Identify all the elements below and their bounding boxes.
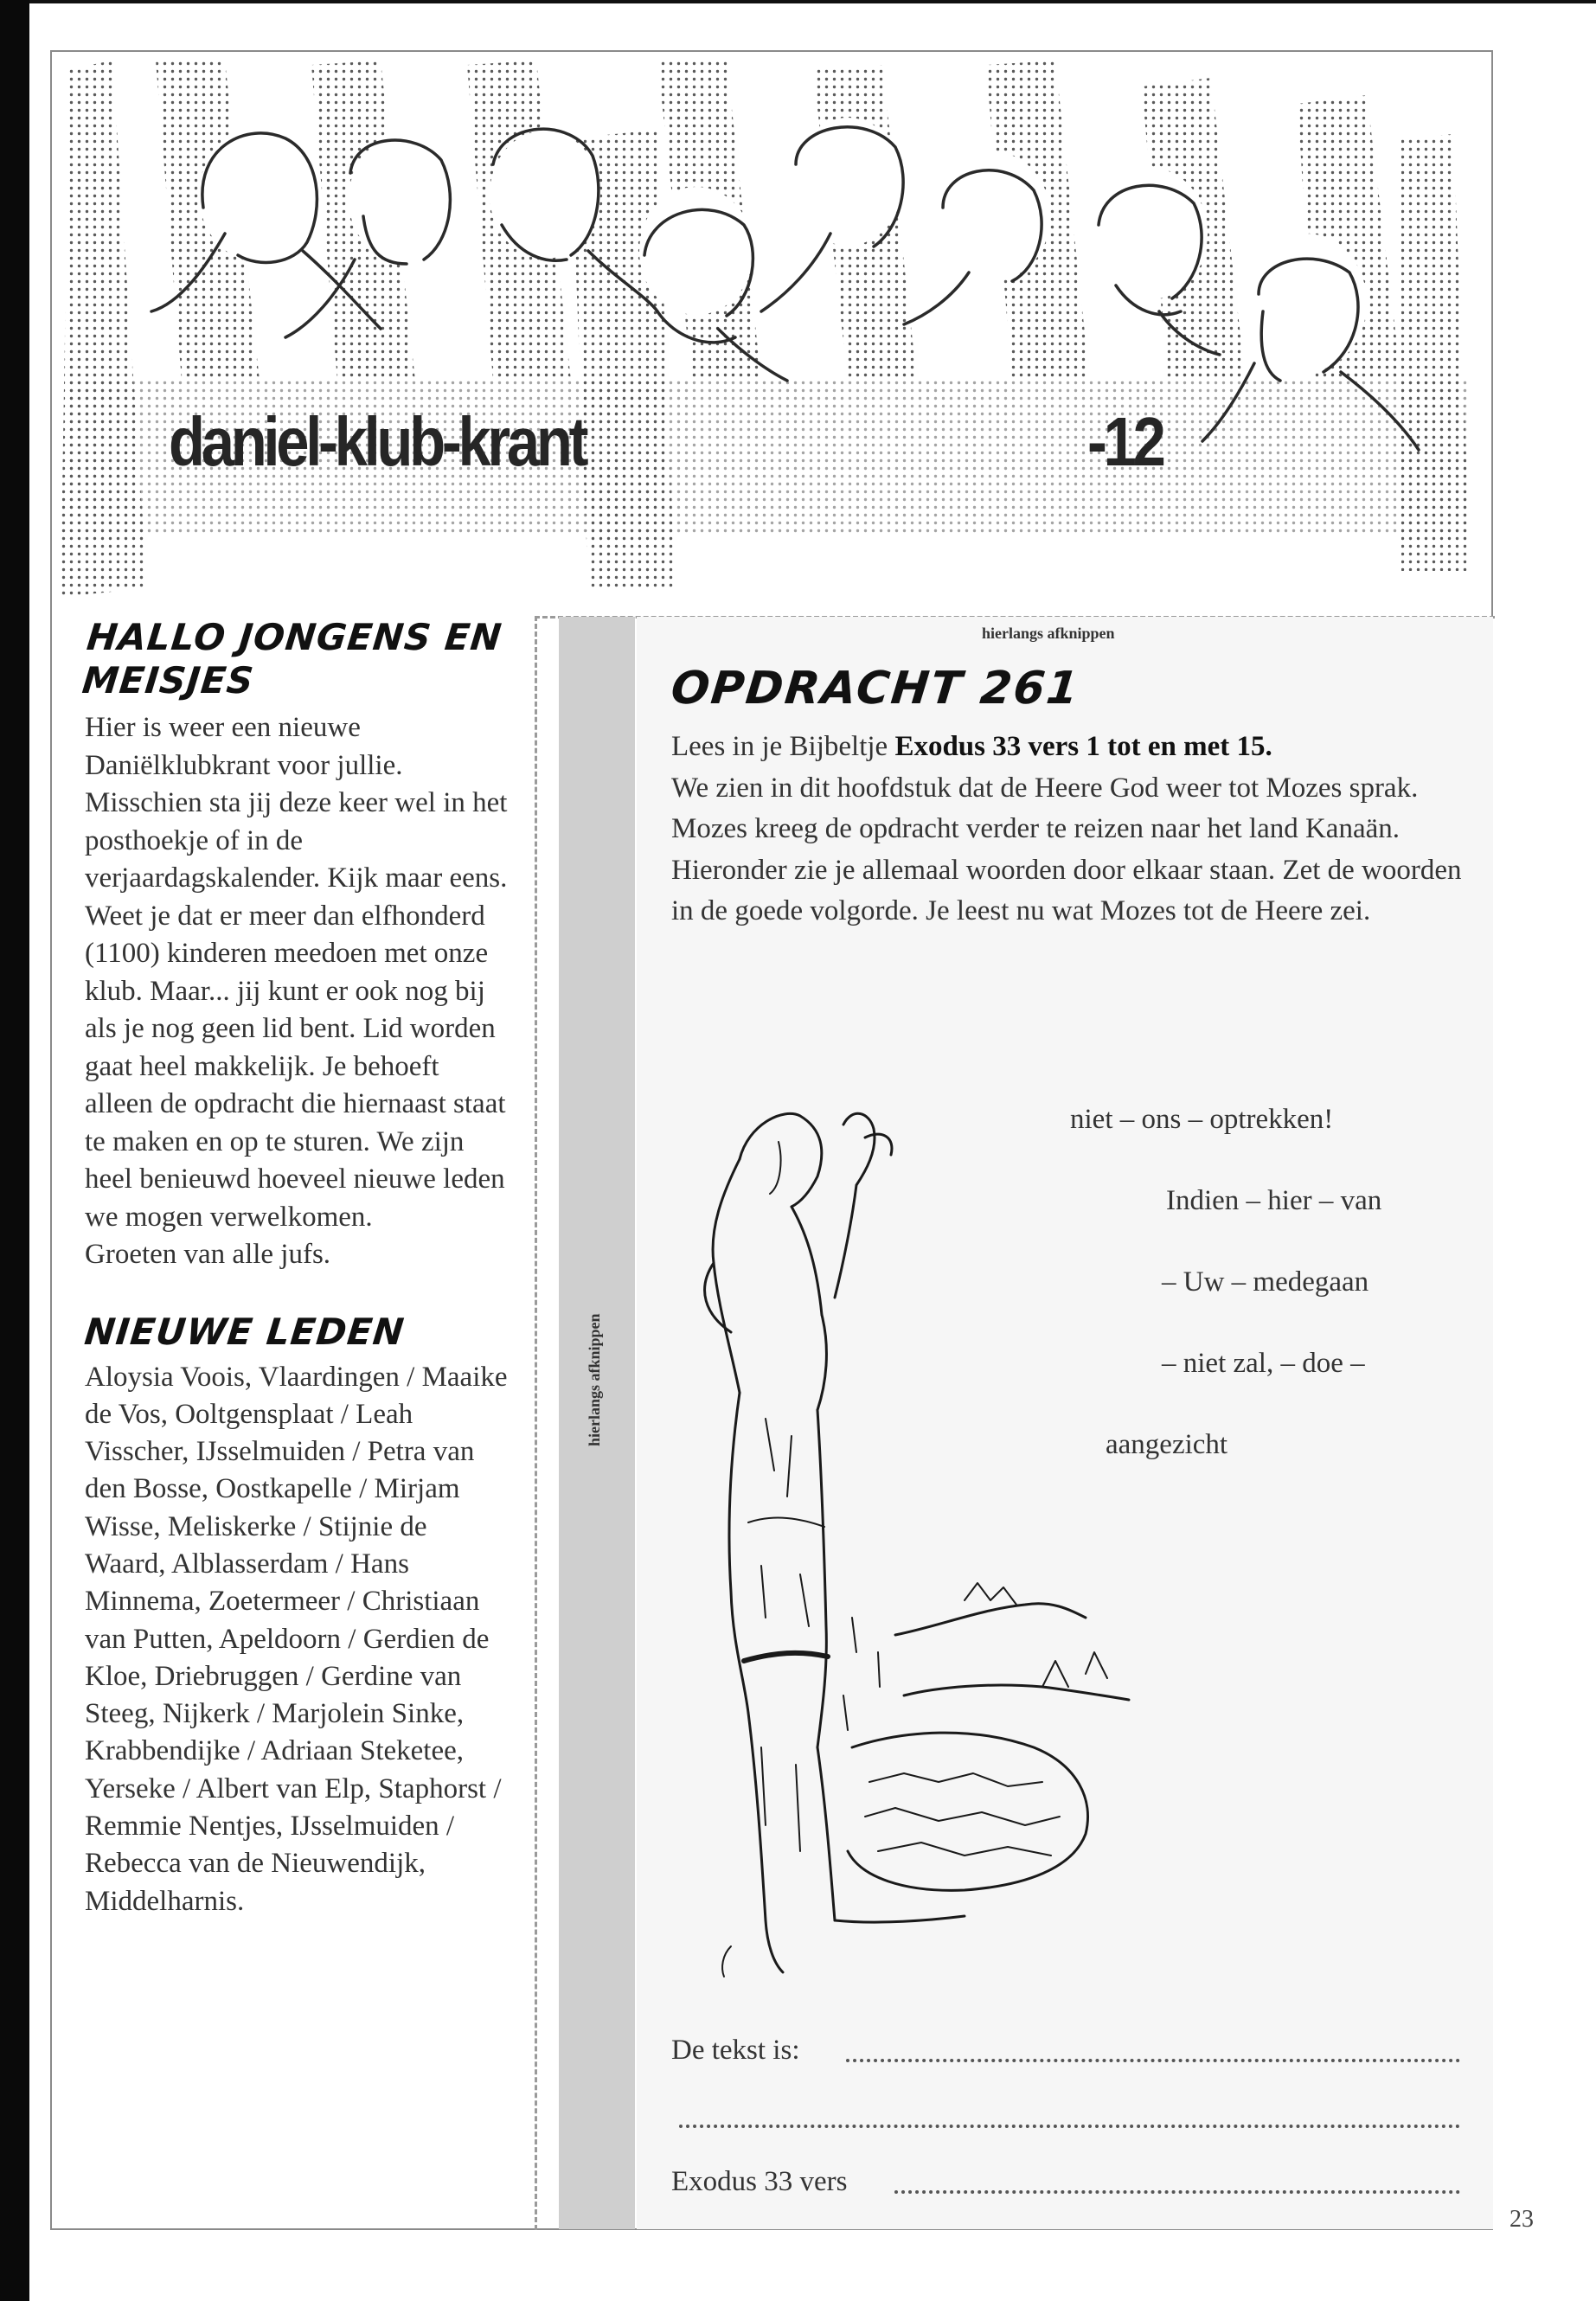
assignment-title: OPDRACHT 261 [668,663,1083,715]
assignment-paragraph-1: We zien in dit hoofdstuk dat de Heere God weer tot Mozes sprak. Mozes kreeg de opdracht verder te reizen naar het land Kanaän. [671,772,1419,844]
newsletter-title: daniel-klub-krant [169,403,586,480]
page-number: 23 [1509,2206,1534,2233]
scrambled-words-line-5: aangezicht [1106,1429,1228,1460]
bible-reference: Exodus 33 vers 1 tot en met 15. [894,731,1272,762]
binding-strip [0,0,29,2301]
masthead-illustration [52,52,1491,606]
left-column [80,616,509,1920]
assignment-paragraph-2: Hieronder zie je allemaal woorden door elkaar staan. Zet de woorden in de goede volgorde. Je leest nu wat Mozes tot de Heere zei. [671,854,1462,926]
masthead [52,52,1491,606]
intro-heading: HALLO JONGENS EN MEISJES [80,616,504,702]
reading-prefix: Lees in je Bijbeltje [671,731,895,762]
scrambled-words-line-4: – niet zal, – doe – [1162,1348,1365,1379]
verse-answer-line[interactable] [894,2190,1460,2194]
verse-label: Exodus 33 vers [671,2166,848,2197]
answer-label: De tekst is: [671,2035,800,2066]
cut-here-label-side: hierlangs afknippen [586,1313,603,1446]
intro-paragraph-1: Hier is weer een nieuwe Daniëlklubkrant voor jullie. Misschien sta jij deze keer wel in het posthoekje of in de verjaardagskalender. Kijk maar eens. [85,712,508,894]
new-members-heading: NIEUWE LEDEN [82,1310,407,1353]
cut-here-label-top: hierlangs afknippen [982,625,1115,642]
answer-line-1[interactable] [846,2059,1460,2062]
moses-drawing [679,1090,1267,2016]
top-edge [29,0,1596,3]
scrambled-words-line-1: niet – ons – optrekken! [1070,1104,1334,1135]
answer-line-2[interactable] [679,2125,1460,2128]
assignment-text [671,727,1467,933]
intro-greeting: Groeten van alle jufs. [85,1239,331,1270]
new-members-list: Aloysia Voois, Vlaardingen / Maaike de Vos, Ooltgensplaat / Leah Visscher, IJsselmuiden / Petra van den Bosse, Oostkapelle / Mirjam Wisse, Meliskerke / Stijnie de Waard, Alblasserdam / Hans Minnema, Zoetermeer / Christiaan van Putten, Apeldoorn / Gerdien de Kloe, Driebruggen / Gerdine van Steeg, Nijkerk / Marjolein Sinke, Krabbendijke / Adriaan Steketee, Yerseke / Albert van Elp, Staphorst / Remmie Nentjes, IJsselmuiden / Rebecca van de Nieuwendijk, Middelharnis. [85,1361,508,1917]
intro-paragraph-2: Weet je dat er meer dan elfhonderd (1100) kinderen meedoen met onze klub. Maar... jij kunt er ook nog bij als je nog geen lid bent. Lid worden gaat heel makkelijk. Je behoeft alleen de opdracht die hiernaast staat te maken en op te sturen. We zijn heel benieuwd hoeveel nieuwe leden we mogen verwelkomen. [85,900,506,1233]
scrambled-words-line-3: – Uw – medegaan [1162,1266,1369,1298]
issue-number: -12 [1087,403,1163,480]
scrambled-words-line-2: Indien – hier – van [1166,1185,1382,1216]
